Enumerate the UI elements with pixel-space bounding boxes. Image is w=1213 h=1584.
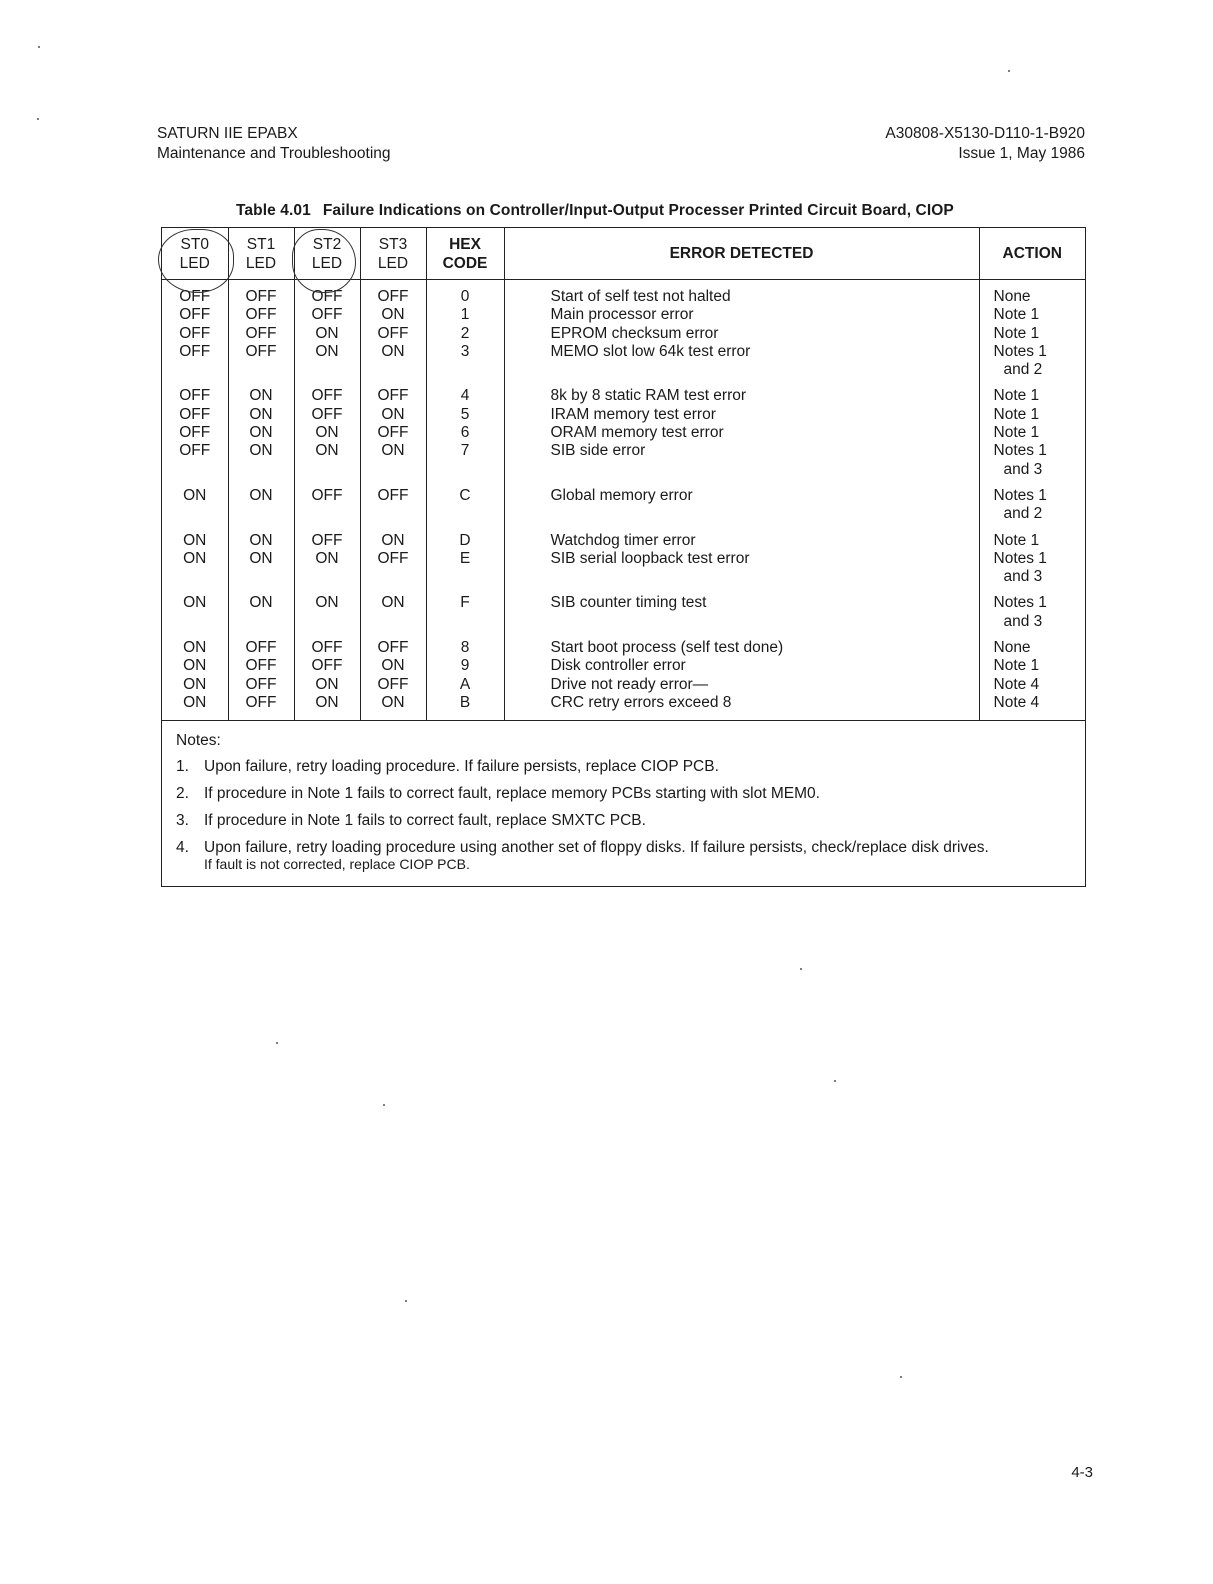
hex-code-cell: B <box>426 694 504 712</box>
row-spacer <box>162 524 1085 532</box>
st0-cell: OFF <box>162 306 228 324</box>
hex-code-cell: 6 <box>426 424 504 442</box>
st1-cell: OFF <box>228 325 294 343</box>
st0-cell: ON <box>162 657 228 675</box>
st0-cell: ON <box>162 550 228 587</box>
st0-cell: OFF <box>162 325 228 343</box>
st3-cell: OFF <box>360 325 426 343</box>
action-text: Note 4 <box>993 675 1040 693</box>
table-row <box>162 532 1085 550</box>
notes-title: Notes: <box>176 732 221 750</box>
st1-cell: OFF <box>228 306 294 324</box>
action-text: None <box>993 639 1031 657</box>
st3-cell: OFF <box>360 487 426 524</box>
table-row <box>162 594 1085 631</box>
hex-code-cell: 5 <box>426 406 504 424</box>
action-text: Note 1 <box>993 306 1040 324</box>
action-cell <box>979 676 1085 694</box>
col-st3: ST3 LED <box>360 228 426 280</box>
error-cell: CRC retry errors exceed 8 <box>504 694 979 712</box>
action-text-continued: and 2 <box>1003 505 1043 523</box>
action-cell <box>979 639 1085 657</box>
action-cell <box>979 442 1085 479</box>
table-row <box>162 694 1085 712</box>
document-subtitle: Maintenance and Troubleshooting <box>157 145 391 162</box>
st1-cell: OFF <box>228 288 294 306</box>
st2-cell: ON <box>294 325 360 343</box>
action-text: Notes 1 <box>993 549 1047 567</box>
st1-cell: ON <box>228 406 294 424</box>
action-cell <box>979 487 1085 524</box>
st0-cell: ON <box>162 694 228 712</box>
action-text: Notes 1 <box>993 342 1047 360</box>
st3-cell: OFF <box>360 676 426 694</box>
scan-speck <box>37 118 39 120</box>
st3-cell: ON <box>360 657 426 675</box>
action-text: Note 1 <box>993 387 1040 405</box>
st2-cell: ON <box>294 694 360 712</box>
st3-cell: ON <box>360 594 426 631</box>
table-caption <box>236 202 954 220</box>
table-body <box>162 280 1085 721</box>
note-text-block <box>204 784 1071 803</box>
note-text: Upon failure, retry loading procedure. If failure persists, replace CIOP PCB. <box>204 758 719 776</box>
st1-cell: OFF <box>228 343 294 380</box>
table-row <box>162 487 1085 524</box>
st3-cell: OFF <box>360 639 426 657</box>
st2-cell: OFF <box>294 657 360 675</box>
hex-code-cell: E <box>426 550 504 587</box>
st2-cell: ON <box>294 594 360 631</box>
error-cell: MEMO slot low 64k test error <box>504 343 979 380</box>
note-number: 2. <box>176 785 189 803</box>
action-cell <box>979 532 1085 550</box>
hex-code-cell: 9 <box>426 657 504 675</box>
page-number: 4-3 <box>1071 1464 1093 1481</box>
st3-cell: OFF <box>360 387 426 405</box>
col-st2: ST2 LED <box>294 228 360 280</box>
st1-cell: ON <box>228 442 294 479</box>
table-row <box>162 387 1085 405</box>
note-text-block <box>204 757 1071 776</box>
hex-code-cell: 0 <box>426 288 504 306</box>
action-cell <box>979 657 1085 675</box>
hex-code-cell: 7 <box>426 442 504 479</box>
st3-cell: ON <box>360 343 426 380</box>
error-cell: ORAM memory test error <box>504 424 979 442</box>
hex-code-cell: 4 <box>426 387 504 405</box>
col-error-detected: ERROR DETECTED <box>504 228 979 280</box>
failure-table <box>161 227 1086 887</box>
hex-code-cell: D <box>426 532 504 550</box>
st3-cell: OFF <box>360 424 426 442</box>
action-text: Notes 1 <box>993 486 1047 504</box>
st3-cell: ON <box>360 306 426 324</box>
row-spacer <box>162 712 1085 720</box>
st1-cell: OFF <box>228 676 294 694</box>
error-cell: SIB serial loopback test error <box>504 550 979 587</box>
st2-cell: OFF <box>294 288 360 306</box>
action-cell <box>979 288 1085 306</box>
note-number: 1. <box>176 758 189 776</box>
issue-date: Issue 1, May 1986 <box>958 145 1085 162</box>
action-cell <box>979 406 1085 424</box>
hex-code-cell: 8 <box>426 639 504 657</box>
st3-cell: ON <box>360 532 426 550</box>
st2-cell: OFF <box>294 406 360 424</box>
st2-cell: ON <box>294 442 360 479</box>
action-text: Notes 1 <box>993 594 1047 612</box>
scan-speck <box>800 968 802 970</box>
row-spacer <box>162 479 1085 487</box>
error-cell: IRAM memory test error <box>504 406 979 424</box>
table-row <box>162 406 1085 424</box>
st2-cell: ON <box>294 424 360 442</box>
table-row <box>162 288 1085 306</box>
st2-cell: OFF <box>294 532 360 550</box>
action-cell <box>979 424 1085 442</box>
st1-cell: OFF <box>228 657 294 675</box>
hex-code-cell: 1 <box>426 306 504 324</box>
error-cell: Main processor error <box>504 306 979 324</box>
note-number: 3. <box>176 812 189 830</box>
hex-code-cell: 2 <box>426 325 504 343</box>
st2-cell: ON <box>294 343 360 380</box>
action-text: Notes 1 <box>993 442 1047 460</box>
row-spacer <box>162 379 1085 387</box>
col-st0: ST0 LED <box>162 228 228 280</box>
action-cell <box>979 343 1085 380</box>
action-text: None <box>993 288 1031 305</box>
note-item <box>176 811 1071 830</box>
table-row <box>162 442 1085 479</box>
action-text: Note 4 <box>993 693 1040 711</box>
st2-cell: OFF <box>294 639 360 657</box>
hex-code-cell: F <box>426 594 504 631</box>
st3-cell: OFF <box>360 288 426 306</box>
st0-cell: OFF <box>162 387 228 405</box>
st2-cell: ON <box>294 676 360 694</box>
scan-speck <box>405 1300 407 1302</box>
error-cell: Start of self test not halted <box>504 288 979 306</box>
st2-cell: OFF <box>294 306 360 324</box>
document-title: SATURN IIE EPABX <box>157 125 298 142</box>
header-right <box>885 124 1085 164</box>
st3-cell: ON <box>360 406 426 424</box>
note-text-block <box>204 838 1071 872</box>
action-cell <box>979 594 1085 631</box>
st0-cell: ON <box>162 639 228 657</box>
st1-cell: ON <box>228 487 294 524</box>
scan-speck <box>900 1376 902 1378</box>
table-row <box>162 639 1085 657</box>
st3-cell: OFF <box>360 550 426 587</box>
hex-code-cell: A <box>426 676 504 694</box>
scan-speck <box>276 1042 278 1044</box>
table-number: Table 4.01 <box>236 202 311 219</box>
action-cell <box>979 387 1085 405</box>
error-cell: Start boot process (self test done) <box>504 639 979 657</box>
st2-cell: OFF <box>294 487 360 524</box>
note-number: 4. <box>176 839 189 857</box>
table-row <box>162 424 1085 442</box>
st0-cell: OFF <box>162 343 228 380</box>
action-text: Note 1 <box>993 424 1040 442</box>
st3-cell: ON <box>360 694 426 712</box>
notes-section <box>162 720 1085 886</box>
st2-cell: OFF <box>294 387 360 405</box>
note-text: If procedure in Note 1 fails to correct fault, replace SMXTC PCB. <box>204 812 646 830</box>
st1-cell: ON <box>228 594 294 631</box>
action-text-continued: and 3 <box>1003 460 1043 478</box>
note-text: If procedure in Note 1 fails to correct fault, replace memory PCBs starting with slot MEM0. <box>204 785 820 803</box>
st1-cell: ON <box>228 387 294 405</box>
st1-cell: ON <box>228 424 294 442</box>
note-item <box>176 784 1071 803</box>
st0-cell: OFF <box>162 288 228 306</box>
hex-code-cell: 3 <box>426 343 504 380</box>
table-row <box>162 676 1085 694</box>
st0-cell: ON <box>162 676 228 694</box>
scan-speck <box>38 46 40 48</box>
st0-cell: OFF <box>162 424 228 442</box>
table-row <box>162 306 1085 324</box>
error-cell: Watchdog timer error <box>504 532 979 550</box>
scan-speck <box>1008 70 1010 72</box>
st1-cell: OFF <box>228 694 294 712</box>
notes-list <box>176 757 1071 872</box>
note-item <box>176 757 1071 776</box>
scan-speck <box>834 1080 836 1082</box>
action-text: Note 1 <box>993 657 1040 675</box>
failure-grid <box>162 228 1085 720</box>
action-text: Note 1 <box>993 405 1040 423</box>
st0-cell: ON <box>162 532 228 550</box>
st3-cell: ON <box>360 442 426 479</box>
document-number: A30808-X5130-D110-1-B920 <box>885 125 1085 142</box>
table-row <box>162 550 1085 587</box>
note-text: Upon failure, retry loading procedure using another set of floppy disks. If failure persists, check/replace disk drives. <box>204 839 989 857</box>
error-cell: SIB side error <box>504 442 979 479</box>
st0-cell: OFF <box>162 406 228 424</box>
hex-code-cell: C <box>426 487 504 524</box>
table-row <box>162 343 1085 380</box>
scan-speck <box>383 1104 385 1106</box>
row-spacer <box>162 631 1085 639</box>
error-cell: Global memory error <box>504 487 979 524</box>
error-cell: EPROM checksum error <box>504 325 979 343</box>
header-left <box>157 124 391 164</box>
st1-cell: OFF <box>228 639 294 657</box>
st2-cell: ON <box>294 550 360 587</box>
col-st1: ST1 LED <box>228 228 294 280</box>
table-row <box>162 657 1085 675</box>
action-text-continued: and 3 <box>1003 568 1043 586</box>
action-text-continued: and 2 <box>1003 361 1043 379</box>
action-cell <box>979 550 1085 587</box>
error-cell: 8k by 8 static RAM test error <box>504 387 979 405</box>
note-text-block <box>204 811 1071 830</box>
error-cell: Disk controller error <box>504 657 979 675</box>
header-row <box>162 228 1085 280</box>
action-cell <box>979 325 1085 343</box>
action-cell <box>979 694 1085 712</box>
st0-cell: OFF <box>162 442 228 479</box>
row-spacer <box>162 280 1085 289</box>
col-action: ACTION <box>979 228 1085 280</box>
action-text: Note 1 <box>993 324 1040 342</box>
error-cell: SIB counter timing test <box>504 594 979 631</box>
col-hex-code: HEX CODE <box>426 228 504 280</box>
st0-cell: ON <box>162 487 228 524</box>
st1-cell: ON <box>228 550 294 587</box>
table-title: Failure Indications on Controller/Input-Output Processer Printed Circuit Board, CIOP <box>322 202 954 219</box>
row-spacer <box>162 586 1085 594</box>
st1-cell: ON <box>228 532 294 550</box>
note-item <box>176 838 1071 872</box>
action-text-continued: and 3 <box>1003 612 1043 630</box>
note-text-continued: If fault is not corrected, replace CIOP PCB. <box>204 856 470 873</box>
error-cell: Drive not ready error— <box>504 676 979 694</box>
action-cell <box>979 306 1085 324</box>
action-text: Note 1 <box>993 531 1040 549</box>
st0-cell: ON <box>162 594 228 631</box>
table-row <box>162 325 1085 343</box>
